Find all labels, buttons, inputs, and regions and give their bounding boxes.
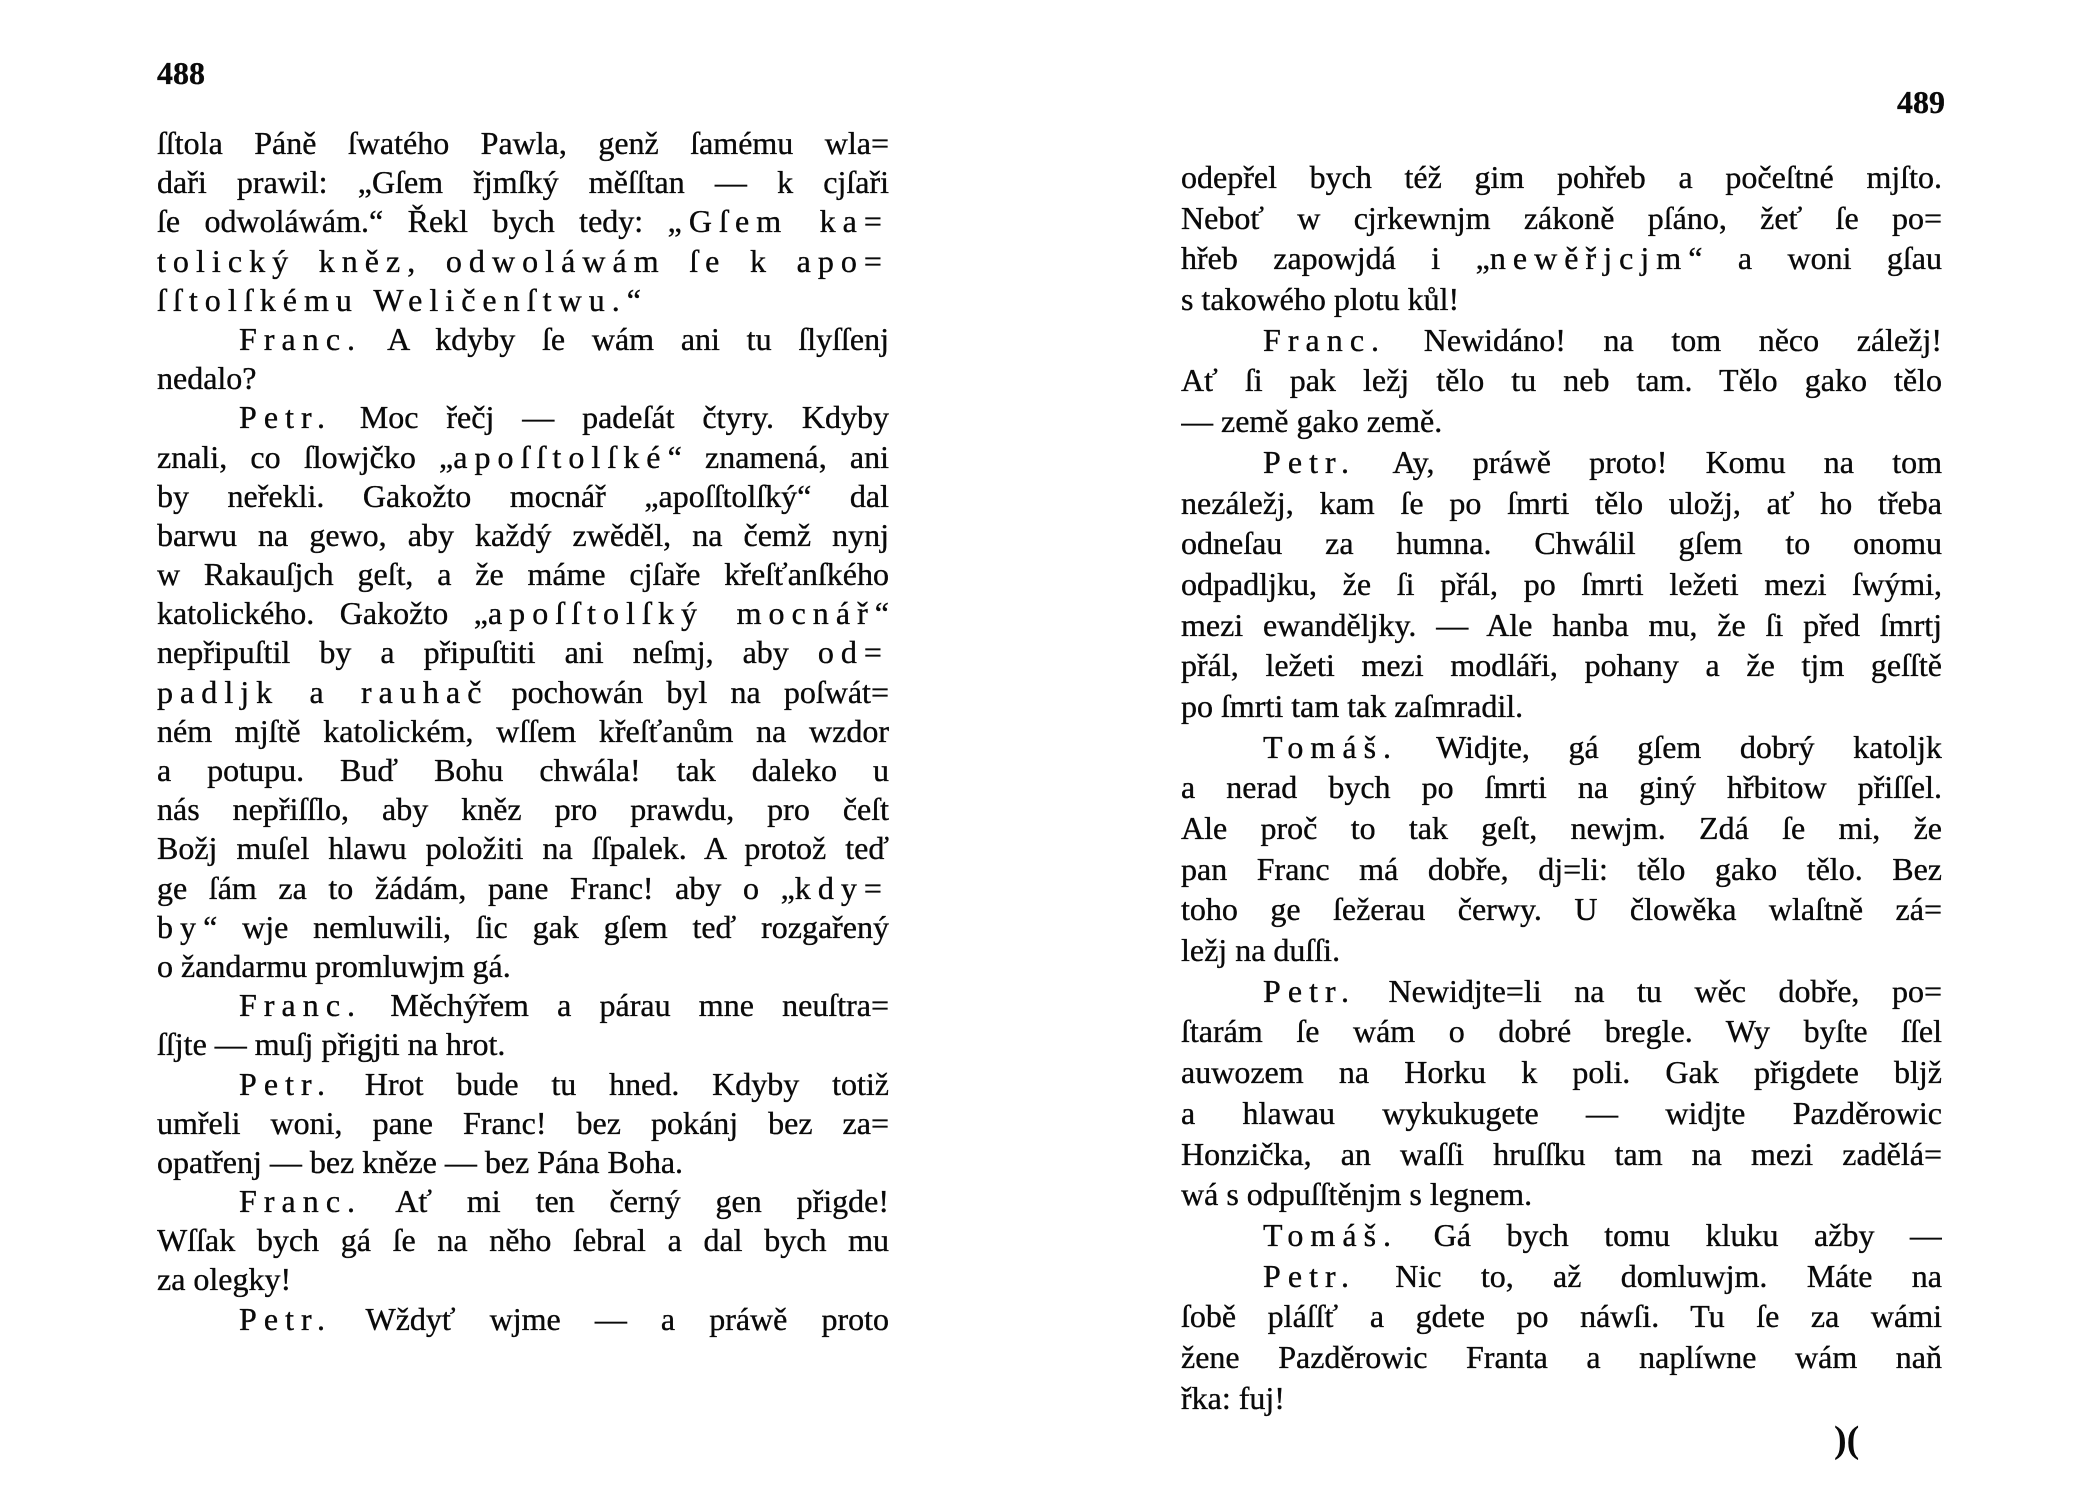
line-text: Ať ſi pak ležj tělo tu neb tam. Tělo gako tělo xyxy=(1181,362,1942,399)
text-line xyxy=(1181,1134,1942,1175)
text-line xyxy=(157,869,889,908)
text-line xyxy=(157,242,889,281)
line-text: nepřipuſtil by a připuſtiti ani neſmj, aby xyxy=(157,634,818,671)
line-text: ge ſám za to žádám, pane Franc! aby o „ xyxy=(157,869,795,906)
text-line xyxy=(1181,645,1942,686)
text-line xyxy=(1181,564,1942,605)
signature-mark: )( xyxy=(1834,1419,1860,1461)
line-text: Wždyť wjme — a práwě proto xyxy=(331,1300,889,1337)
text-line xyxy=(1181,727,1942,768)
line-text: A kdyby ſe wám ani tu ſlyſſenj xyxy=(362,320,889,357)
line-text: ſe odwoláwám.“ Řekl bych tedy: xyxy=(157,203,668,240)
text-line xyxy=(1181,1378,1942,1419)
line-text: o žandarmu promluwjm gá. xyxy=(157,947,511,984)
text-line xyxy=(1181,1215,1942,1256)
line-text: a nerad bych po ſmrti na giný hřbitow přiſſel. xyxy=(1181,769,1942,806)
text-line xyxy=(157,516,889,555)
text-line xyxy=(1181,157,1942,198)
emphasized-text: apoſſtolſké xyxy=(453,438,668,475)
line-text: ſſjte — muſj přigjti na hrot. xyxy=(157,1026,506,1063)
emphasized-text: ſſtolſkému Weličenſtwu.“ xyxy=(157,281,649,318)
line-text: odpadljku, že ſi přál, po ſmrti ležeti mezi ſwými, xyxy=(1181,565,1942,602)
page-number-right: 489 xyxy=(1897,84,1945,120)
line-text: za olegky! xyxy=(157,1261,292,1298)
line-text: pan Franc má dobře, dj=li: tělo gako tělo. Bez xyxy=(1181,850,1942,887)
speaker-name: Franc. xyxy=(1263,321,1387,358)
line-text: po ſmrti tam tak zaſmradil. xyxy=(1181,687,1524,724)
speaker-name: Franc. xyxy=(239,1183,363,1220)
line-text: “ a woni gſau xyxy=(1688,240,1942,277)
text-line xyxy=(157,790,889,829)
line-text: a hlawau wykukugete — widjte Pazděrowic xyxy=(1181,1094,1942,1131)
emphasized-text: „Gſem ka= xyxy=(667,203,889,240)
text-line xyxy=(1181,1052,1942,1093)
text-line xyxy=(1181,1296,1942,1337)
page-number-left: 488 xyxy=(157,55,205,91)
line-text: nedalo? xyxy=(157,360,257,397)
speaker-name: Petr. xyxy=(1263,972,1356,1009)
line-text: hřeb zapowjdá i „ xyxy=(1181,240,1490,277)
line-text: odneſau za humna. Chwálil gſem to onomu xyxy=(1181,525,1942,562)
line-text: znali, co ſlowjčko „ xyxy=(157,438,454,475)
line-text: Božj muſel hlawu položiti na ſſpalek. A protož teď xyxy=(157,830,889,867)
speaker-name: Tomáš. xyxy=(1263,728,1399,765)
text-line xyxy=(157,1300,889,1339)
text-line xyxy=(157,1143,889,1182)
line-text: wá s odpuſſtěnjm s legnem. xyxy=(1181,1176,1533,1213)
text-line xyxy=(157,829,889,868)
text-line xyxy=(1181,1011,1942,1052)
text-line xyxy=(1181,1256,1942,1297)
line-text: Newidjte=li na tu wěc dobře, po= xyxy=(1355,972,1942,1009)
text-line xyxy=(157,438,889,477)
text-line xyxy=(1181,767,1942,808)
text-line xyxy=(157,320,889,359)
line-text: Wſſak bych gá ſe na něho ſebral a dal bych mu xyxy=(157,1222,889,1259)
text-line xyxy=(157,673,889,712)
text-line xyxy=(1181,605,1942,646)
text-line xyxy=(157,1182,889,1221)
text-line xyxy=(157,751,889,790)
text-line xyxy=(157,555,889,594)
line-text: toho ge ſežerau čerwy. U člowěka wlaſtně zá= xyxy=(1181,891,1942,928)
text-line xyxy=(1181,483,1942,524)
text-line xyxy=(1181,889,1942,930)
line-text: Newidáno! na tom něco záležj! xyxy=(1386,321,1942,358)
speaker-name: Petr. xyxy=(1263,1257,1356,1294)
speaker-name: Franc. xyxy=(239,320,363,357)
line-text: Nic to, až domluwjm. Máte na xyxy=(1355,1257,1942,1294)
line-text: “ wje nemluwili, ſic gak gſem teď rozgařený xyxy=(203,908,889,945)
line-text: odepřel bych též gim pohřeb a počeſtné mjſto. xyxy=(1181,159,1942,195)
line-text: umřeli woni, pane Franc! bez pokánj bez za= xyxy=(157,1104,889,1141)
speaker-name: Petr. xyxy=(239,399,332,436)
line-text: Moc řečj — padeſát čtyry. Kdyby xyxy=(331,399,889,436)
line-text: ležj na duſſi. xyxy=(1181,932,1341,969)
line-text: nás nepřiſſlo, aby kněz pro prawdu, pro čeſt xyxy=(157,791,889,828)
text-line xyxy=(1181,849,1942,890)
text-line xyxy=(1181,320,1942,361)
text-line xyxy=(157,908,889,947)
line-text: “ xyxy=(874,595,889,632)
text-line xyxy=(1181,808,1942,849)
text-line xyxy=(1181,279,1942,320)
text-line xyxy=(157,1025,889,1064)
line-text: Ay, práwě proto! Komu na tom xyxy=(1355,443,1942,480)
emphasized-text: padljk a rauhač xyxy=(157,673,489,710)
text-line xyxy=(1181,1093,1942,1134)
text-line xyxy=(157,359,889,398)
line-text: řka: fuj! xyxy=(1181,1379,1285,1416)
line-text: “ znamená, ani xyxy=(667,438,889,475)
text-line xyxy=(157,986,889,1025)
line-text: daři prawil: „Gſem řjmſký měſſtan — k cjſaři xyxy=(157,164,889,201)
line-text: přál, ležeti mezi modláři, pohany a že tjm geſſtě xyxy=(1181,647,1942,684)
line-text: Widjte, gá gſem dobrý katoljk xyxy=(1398,728,1942,765)
text-line xyxy=(157,163,889,202)
text-line xyxy=(1181,523,1942,564)
speaker-name: Tomáš. xyxy=(1263,1216,1399,1253)
line-text: s takowého plotu kůl! xyxy=(1181,281,1460,318)
emphasized-text: kdy= xyxy=(794,869,889,906)
text-line xyxy=(157,947,889,986)
text-line xyxy=(157,1221,889,1260)
text-line xyxy=(157,633,889,672)
line-text: barwu na gewo, aby každý zwěděl, na čemž nynj xyxy=(157,516,889,553)
text-line xyxy=(157,712,889,751)
line-text: — země gako země. xyxy=(1181,403,1443,440)
line-text: Neboť w cjrkewnjm zákoně pſáno, žeť ſe po= xyxy=(1181,199,1942,236)
text-line xyxy=(1181,1337,1942,1378)
text-line xyxy=(1181,198,1942,239)
line-text: opatřenj — bez kněze — bez Pána Boha. xyxy=(157,1143,684,1180)
emphasized-text: tolický kněz, odwoláwám ſe k apo= xyxy=(157,242,889,279)
text-line xyxy=(157,1065,889,1104)
line-text: Měchýřem a párau mne neuſtra= xyxy=(362,987,889,1024)
line-text: pochowán byl na poſwát= xyxy=(488,673,889,710)
line-text: auwozem na Horku k poli. Gak přigdete bljž xyxy=(1181,1054,1942,1091)
line-text: nezáležj, kam ſe po ſmrti tělo uložj, ať ho třeba xyxy=(1181,484,1942,521)
text-line xyxy=(1181,1174,1942,1215)
speaker-name: Franc. xyxy=(239,987,363,1024)
text-line xyxy=(1181,686,1942,727)
text-line xyxy=(1181,930,1942,971)
text-line xyxy=(157,594,889,633)
left-page xyxy=(157,124,889,1339)
line-text: Ať mi ten černý gen přigde! xyxy=(362,1183,889,1220)
line-text: mezi ewanděljky. — Ale hanba mu, že ſi před ſmrtj xyxy=(1181,606,1942,643)
text-line xyxy=(157,202,889,241)
line-text: ném mjſtě katolickém, wſſem křeſťanům na wzdor xyxy=(157,712,889,749)
line-text: Ale proč to tak geſt, newjm. Zdá ſe mi, že xyxy=(1181,810,1942,846)
line-text: Hrot bude tu hned. Kdyby totiž xyxy=(331,1065,889,1102)
text-line xyxy=(1181,360,1942,401)
right-page xyxy=(1181,157,1942,1418)
speaker-name: Petr. xyxy=(239,1300,332,1337)
line-text: a potupu. Buď Bohu chwála! tak daleko u xyxy=(157,752,889,788)
text-line xyxy=(157,1104,889,1143)
text-line xyxy=(1181,971,1942,1012)
speaker-name: Petr. xyxy=(1263,443,1356,480)
speaker-name: Petr. xyxy=(239,1065,332,1102)
line-text: Gá bych tomu kluku ažby — xyxy=(1398,1216,1942,1253)
line-text: ſtarám ſe wám o dobré bregle. Wy byſte ſſel xyxy=(1181,1013,1942,1050)
line-text: ſſtola Páně ſwatého Pawla, genž ſamému wla= xyxy=(157,125,889,161)
text-line xyxy=(157,477,889,516)
line-text: ſobě pláſſť a gdete po náwſi. Tu ſe za wámi xyxy=(1181,1298,1942,1335)
text-line xyxy=(157,398,889,437)
emphasized-text: newěřjcjm xyxy=(1489,240,1689,277)
text-line xyxy=(1181,442,1942,483)
emphasized-text: apoſſtolſký mocnář xyxy=(487,595,875,632)
text-line xyxy=(1181,401,1942,442)
text-line xyxy=(157,281,889,320)
text-line xyxy=(1181,238,1942,279)
emphasized-text: od= xyxy=(817,634,889,671)
line-text: by neřekli. Gakožto mocnář „apoſſtolſký“ dal xyxy=(157,477,889,514)
emphasized-text: by xyxy=(157,908,204,945)
line-text: katolického. Gakožto „ xyxy=(157,595,488,632)
line-text: w Rakauſjch geſt, a že máme cjſaře křeſťanſkého xyxy=(157,556,889,593)
text-line xyxy=(157,124,889,163)
text-line xyxy=(157,1260,889,1299)
line-text: Honzička, an waſſi hruſſku tam na mezi zadělá= xyxy=(1181,1135,1942,1172)
line-text: žene Pazděrowic Franta a naplíwne wám naň xyxy=(1181,1338,1942,1375)
